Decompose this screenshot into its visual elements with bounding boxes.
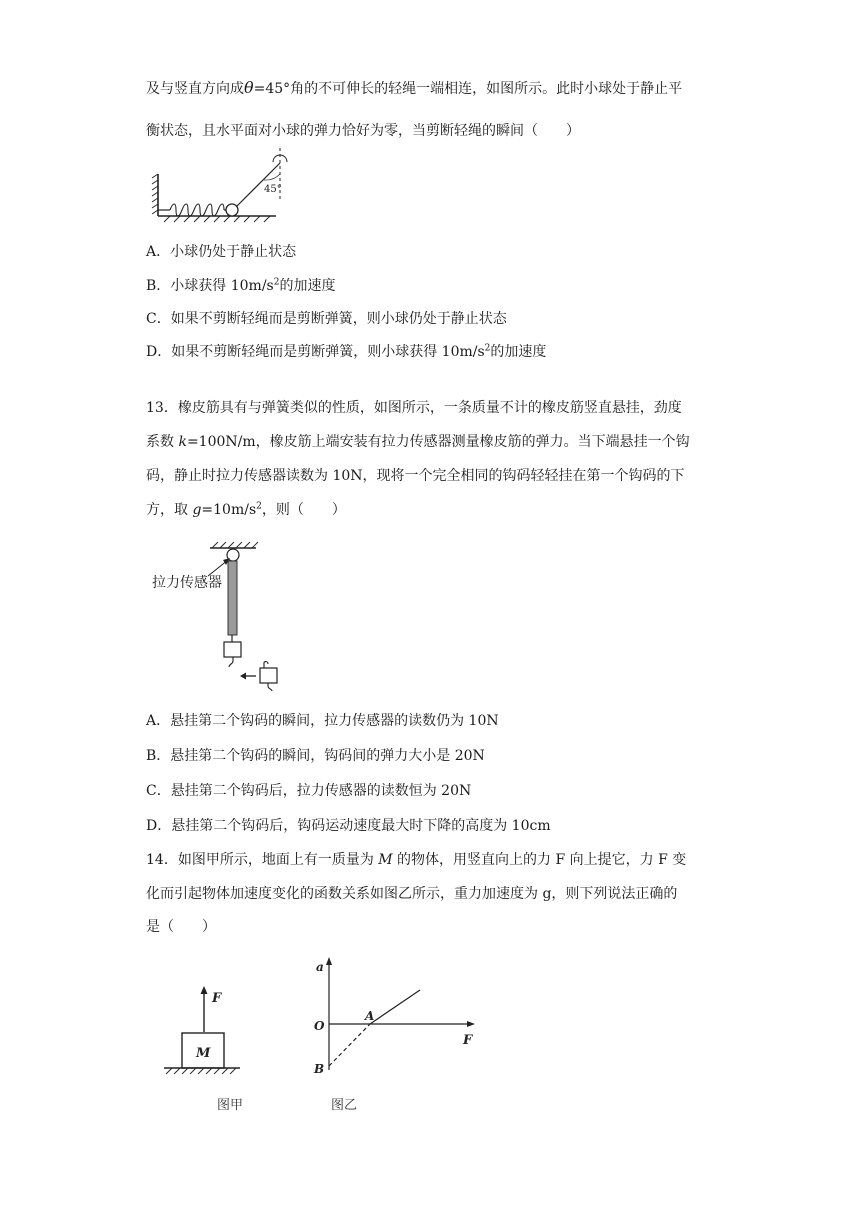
- q12-option-d-post: 的加速度: [490, 344, 547, 360]
- figure-caption-yi: 图乙: [331, 1098, 358, 1113]
- block-force-figure: [160, 980, 240, 1080]
- q13-option-b: B．悬挂第二个钩码的瞬间，钩码间的弹力大小是 20N: [146, 748, 485, 764]
- force-label: F: [212, 991, 222, 1006]
- q13-line4-sup: 2: [256, 501, 262, 512]
- q12-option-d: [146, 342, 546, 362]
- q13-k-symbol: k: [178, 434, 187, 450]
- q13-text-line-2: [146, 432, 690, 452]
- q14-line1-pre: 14．如图甲所示，地面上有一质量为: [146, 852, 379, 868]
- q12-option-b-sup: 2: [273, 277, 280, 288]
- mass-label: M: [196, 1046, 211, 1061]
- q12-option-b: [146, 276, 335, 296]
- q13-line2-pre: 系数: [146, 434, 179, 450]
- q12-text-line-2: 衡状态，且水平面对小球的弹力恰好为零，当剪断轻绳的瞬间（ ）: [146, 123, 580, 139]
- q13-text-line-1: 13．橡皮筋具有与弹簧类似的性质，如图所示，一条质量不计的橡皮筋竖直悬挂，劲度: [146, 400, 682, 416]
- origin-label: O: [314, 1019, 325, 1033]
- theta-symbol: θ: [244, 78, 254, 97]
- point-b-label: B: [314, 1062, 325, 1076]
- axis-a-label: a: [316, 960, 324, 974]
- q13-line4-mid: =10m/s: [201, 502, 257, 518]
- q13-text-line-3: 码，静止时拉力传感器读数为 10N，现将一个完全相同的钩码轻轻挂在第一个钩码的下: [146, 468, 685, 484]
- q12-option-d-sup: 2: [484, 343, 491, 354]
- q13-option-c: C．悬挂第二个钩码后，拉力传感器的读数恒为 20N: [146, 783, 472, 799]
- q13-g-symbol: g: [192, 502, 202, 518]
- axis-f-label: F: [463, 1033, 473, 1048]
- sensor-label: 拉力传感器: [152, 575, 222, 591]
- q12-line1-pre: 及与竖直方向成: [146, 81, 244, 97]
- q12-option-b-post: 的加速度: [279, 278, 336, 294]
- q14-text-line-1: [146, 850, 686, 870]
- q13-line4-pre: 方，取: [146, 502, 193, 518]
- q14-text-line-3: 是（ ）: [146, 919, 216, 935]
- point-a-label: A: [365, 1009, 375, 1023]
- q14-line1-post: 的物体，用竖直向上的力 F 向上提它，力 F 变: [392, 852, 687, 868]
- q13-option-a: A．悬挂第二个钩码的瞬间，拉力传感器的读数仍为 10N: [146, 713, 499, 729]
- angle-label: 45°: [264, 184, 282, 195]
- figure-caption-jia: 图甲: [217, 1098, 244, 1113]
- acceleration-force-graph: [308, 952, 488, 1082]
- rubber-band-sensor-figure: [148, 540, 288, 692]
- q12-option-d-pre: D．如果不剪断轻绳而是剪断弹簧，则小球获得 10m/s: [146, 344, 485, 360]
- q14-m-symbol: M: [378, 852, 393, 868]
- q13-text-line-4: [146, 500, 346, 520]
- q12-option-c: C．如果不剪断轻绳而是剪断弹簧，则小球仍处于静止状态: [146, 311, 507, 327]
- q14-text-line-2: 化而引起物体加速度变化的函数关系如图乙所示，重力加速度为 g，则下列说法正确的: [146, 886, 678, 902]
- q13-line2-post: =100N/m，橡皮筋上端安装有拉力传感器测量橡皮筋的弹力。当下端悬挂一个钩: [186, 434, 690, 450]
- q13-line4-post: ，则（ ）: [261, 502, 346, 518]
- spring-ball-rope-figure: [150, 148, 310, 228]
- q12-text-line-1: [146, 78, 682, 99]
- q12-line1-post: =45°角的不可伸长的轻绳一端相连，如图所示。此时小球处于静止平: [253, 81, 683, 97]
- q12-option-a: A．小球仍处于静止状态: [146, 244, 297, 260]
- q12-option-b-pre: B．小球获得 10m/s: [146, 278, 274, 294]
- q13-option-d: D．悬挂第二个钩码后，钩码运动速度最大时下降的高度为 10cm: [146, 818, 551, 834]
